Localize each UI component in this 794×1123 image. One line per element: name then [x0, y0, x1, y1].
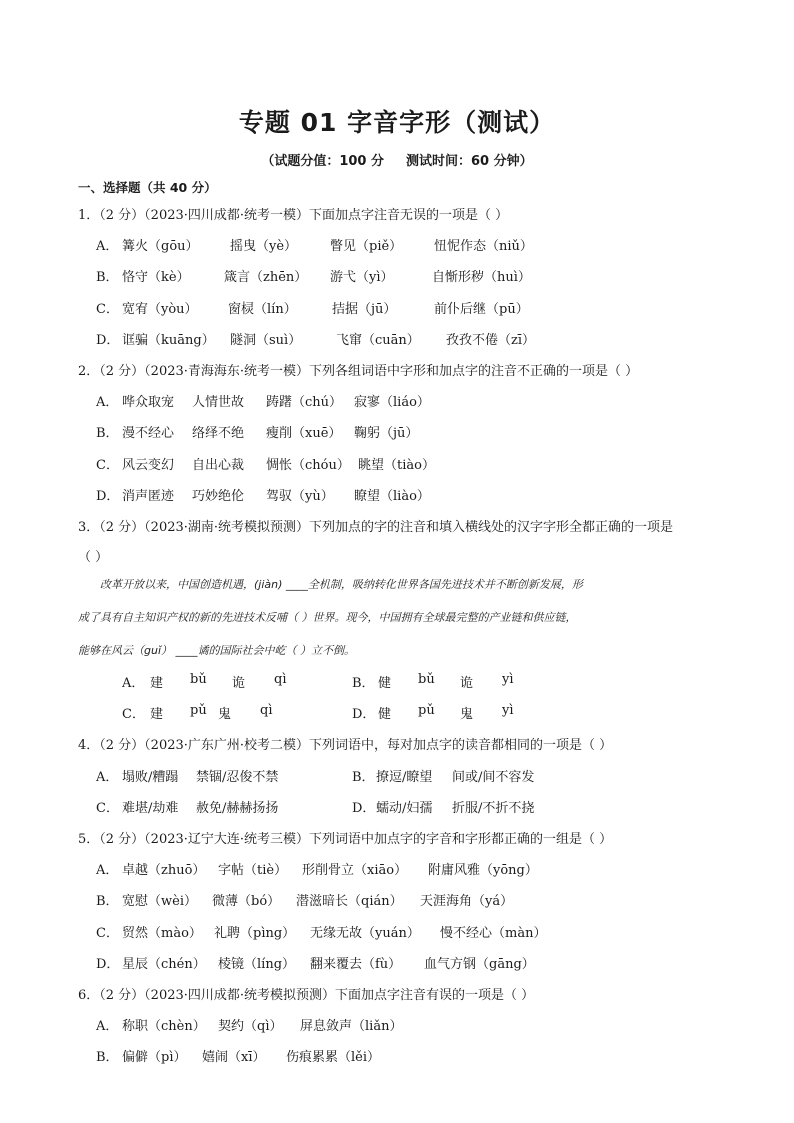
- question-2-option-d: D． 消声匿迹 巧妙绝伦 驾驭（yù） 瞭望（liào）: [96, 489, 430, 504]
- score-info: （试题分值：100 分: [261, 154, 385, 169]
- document-page: 专题 01 字音字形（测试） （试题分值：100 分 测试时间：60 分钟） 一、选择题（共 40 分） 1．（2 分）（2023·四川成都·统考一模）下面加点字注音无误的一项是（ ） A． 篝火（gōu） 摇曳（yè） 瞥见（piě） 忸怩作态（niǔ） B． 恪守（kè） 箴言（zhēn） 游弋（yì） 自惭形秽（huì） C． 宽宥（yòu） 窗棂（lín） 拮据（jū） 前仆后继（pū） D． 诓骗（kuāng） 隧洞（suì） 飞窜（cuān） 孜孜不倦（zī） 2．（2 分）（2023·青海海东·统考一模）下列各组词语中字形和加点字的注音不正确的一项是（ ） A． 哗众取宠 人情世故 踌躇（chú） 寂寥（liáo） B． 漫不经心 络绎不绝 瘦削（xuē） 鞠躬（jū） C． 风云变幻 自出心裁 惆怅（chóu） 眺望（tiào） D． 消声匿迹 巧妙绝伦 驾驭（yù） 瞭望（liào） 3．（2 分）（2023·湖南·统考模拟预测）下列加点的字的注音和填入横线处的汉字字形全都正确的一项是 （ ） 改革开放以来，中国创造机遇，(jiàn) ____全机制，吸纳转化世界各国先进技术并不断创新发展，形 成了具有自主知识产权的新的先进技术反哺（ ）世界。现今，中国拥有全球最完整的产业链和供应链， 能够在风云（guǐ） ____谲的国际社会中屹（ ）立不倒。 A． 建 bǔ 诡 qì B． 健 bǔ 诡 yì C． 建 pǔ 鬼 qì D． 健 pǔ 鬼 yì 4．（2 分）（2023·广东广州·校考二模）下列词语中，每对加点字的读音都相同的一项是（ ） A． 塌败/糟蹋 禁锢/忍俊不禁 B． 撩逗/瞭望 间或/间不容发 C． 难堪/劫难 赦免/赫赫扬扬 D． 蠕动/妇孺 折服/不折不挠 5．（2 分）（2023·辽宁大连·统考三模）下列词语中加点字的字音和字形都正确的一组是（ ） A． 卓越（zhuō） 字帖（tiè） 形削骨立（xiāo） 附庸风雅（yōng） B． 宽慰（wèi） 微薄（bó） 潜滋暗长（qián） 天涯海角（yá） C． 贸然（mào） 礼聘（pìng） 无缘无故（yuán） 慢不经心（màn） D． 星辰（chén） 棱镜（líng） 翻来覆去（fù） 血气方钢（gāng） 6．（2 分）（2023·四川成都·统考模拟预测）下面加点字注音有误的一项是（ ） A． 称职（chèn） 契约（qì） 屏息敛声（liǎn） B． 偏僻（pì） 嬉闹（xī） 伤痕累累（lěi）: [0, 0, 794, 1123]
- question-1-option-b: B． 恪守（kè） 箴言（zhēn） 游弋（yì） 自惭形秽（huì）: [96, 270, 531, 285]
- question-2-stem: 2．（2 分）（2023·青海海东·统考一模）下列各组词语中字形和加点字的注音不正确的一项是（ ）: [78, 364, 639, 379]
- question-5-option-b: B． 宽慰（wèi） 微薄（bó） 潜滋暗长（qián） 天涯海角（yá）: [96, 894, 514, 909]
- question-3-stem: 3．（2 分）（2023·湖南·统考模拟预测）下列加点的字的注音和填入横线处的汉字字形全都正确的一项是: [78, 520, 674, 535]
- question-4-stem: 4．（2 分）（2023·广东广州·校考二模）下列词语中，每对加点字的读音都相同的一项是（ ）: [78, 738, 613, 753]
- question-4-option-d: D． 蠕动/妇孺 折服/不折不挠: [352, 801, 535, 816]
- question-3-stem-continued: （ ）: [78, 550, 109, 565]
- passage-line-2: 成了具有自主知识产权的新的先进技术反哺（ ）世界。现今，中国拥有全球最完整的产业链和供应链，: [78, 611, 577, 624]
- time-info: 测试时间：60 分钟）: [406, 154, 533, 169]
- page-subtitle: [0, 150, 794, 169]
- question-4-option-b: B． 撩逗/瞭望 间或/间不容发: [352, 770, 535, 785]
- question-2-option-c: C． 风云变幻 自出心裁 惆怅（chóu） 眺望（tiào）: [96, 458, 435, 473]
- question-2-option-b: B． 漫不经心 络绎不绝 瘦削（xuē） 鞠躬（jū）: [96, 426, 419, 441]
- section-heading: 一、选择题（共 40 分）: [78, 180, 217, 195]
- question-5-option-c: C． 贸然（mào） 礼聘（pìng） 无缘无故（yuán） 慢不经心（màn）: [96, 926, 547, 941]
- page-title: 专题 01 字音字形（测试）: [238, 108, 556, 137]
- passage-line-3: 能够在风云（guǐ） ____谲的国际社会中屹（ ）立不倒。: [78, 644, 356, 657]
- question-2-option-a: A． 哗众取宠 人情世故 踌躇（chú） 寂寥（liáo）: [96, 395, 430, 410]
- question-6-option-b: B． 偏僻（pì） 嬉闹（xī） 伤痕累累（lěi）: [96, 1050, 381, 1065]
- question-5-option-d: D． 星辰（chén） 棱镜（líng） 翻来覆去（fù） 血气方钢（gāng）: [96, 957, 535, 972]
- question-5-option-a: A． 卓越（zhuō） 字帖（tiè） 形削骨立（xiāo） 附庸风雅（yōng）: [96, 863, 538, 878]
- question-6-stem: 6．（2 分）（2023·四川成都·统考模拟预测）下面加点字注音有误的一项是（ ）: [78, 988, 535, 1003]
- question-1-stem: 1．（2 分）（2023·四川成都·统考一模）下面加点字注音无误的一项是（ ）: [78, 208, 509, 223]
- question-5-stem: 5．（2 分）（2023·辽宁大连·统考三模）下列词语中加点字的字音和字形都正确的一组是（ ）: [78, 832, 613, 847]
- question-1-option-c: C． 宽宥（yòu） 窗棂（lín） 拮据（jū） 前仆后继（pū）: [96, 302, 529, 317]
- question-3-passage: [78, 568, 718, 667]
- question-4-option-c: C． 难堪/劫难 赦免/赫赫扬扬: [96, 801, 279, 816]
- question-1-option-d: D． 诓骗（kuāng） 隧洞（suì） 飞窜（cuān） 孜孜不倦（zī）: [96, 333, 536, 348]
- question-4-option-a: A． 塌败/糟蹋 禁锢/忍俊不禁: [96, 770, 279, 785]
- passage-line-1: 改革开放以来，中国创造机遇，(jiàn) ____全机制，吸纳转化世界各国先进技术并不断创新发展，形: [100, 578, 583, 591]
- question-6-option-a: A． 称职（chèn） 契约（qì） 屏息敛声（liǎn）: [96, 1019, 403, 1034]
- question-1-option-a: A． 篝火（gōu） 摇曳（yè） 瞥见（piě） 忸怩作态（niǔ）: [96, 239, 533, 254]
